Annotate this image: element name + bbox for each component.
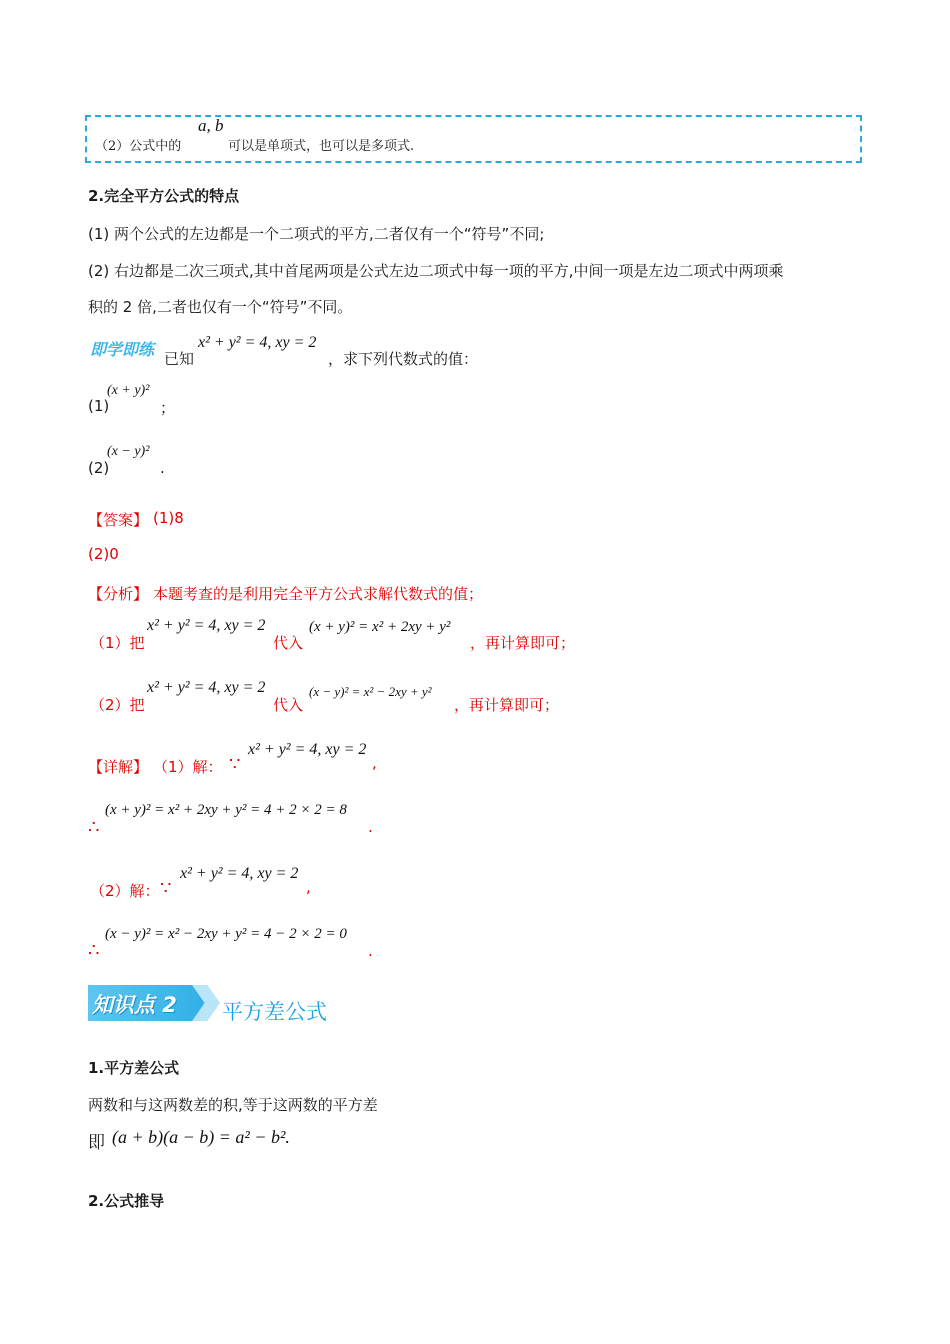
analysis-1-formula: (x + y)² = x² + 2xy + y²: [309, 619, 451, 635]
analysis-1-mid: 代入: [273, 634, 304, 652]
therefore-symbol-2: ∴: [88, 940, 100, 961]
detail-1-calculation: (x + y)² = x² + 2xy + y² = 4 + 2 × 2 = 8: [105, 802, 347, 818]
detail-2-prefix: （2）解：: [90, 882, 160, 900]
formula-prefix: 即: [88, 1133, 105, 1153]
detail-1-dot: .: [368, 818, 373, 836]
question-2-end: .: [160, 459, 165, 477]
feature-paragraph-2a: (2) 右边都是二次三项式,其中首尾两项是公式左边二项式中每一项的平方,中间一项是左边二项式中两项乘: [88, 262, 784, 280]
analysis-2-prefix: （2）把: [90, 696, 145, 714]
question-2-number: (2): [88, 459, 110, 477]
analysis-label: 【分析】: [88, 585, 149, 603]
detail-2-calculation: (x − y)² = x² − 2xy + y² = 4 − 2 × 2 = 0: [105, 926, 347, 942]
analysis-2-end: ，再计算即可；: [454, 696, 560, 714]
answer-label: 【答案】: [88, 511, 149, 529]
instant-practice-label: 即学即练: [90, 340, 155, 359]
detail-1-prefix: （1）解：: [153, 758, 223, 776]
analysis-2-formula: (x − y)² = x² − 2xy + y²: [309, 684, 432, 699]
question-1-end: ；: [160, 399, 176, 417]
given-math: x² + y² = 4, xy = 2: [198, 334, 317, 351]
diff-squares-formula: (a + b)(a − b) = a² − b².: [112, 1127, 290, 1147]
answer-1: (1)8: [153, 509, 184, 527]
formula-derivation-heading: 2.公式推导: [88, 1192, 165, 1210]
diff-squares-heading: 1.平方差公式: [88, 1059, 180, 1077]
note-prefix: （2）公式中的: [95, 139, 182, 154]
because-symbol: ∵: [229, 754, 241, 775]
analysis-2-given: x² + y² = 4, xy = 2: [147, 679, 266, 696]
question-2-math: (x − y)²: [107, 444, 150, 459]
because-symbol-2: ∵: [160, 878, 172, 899]
note-suffix: 可以是单项式，也可以是多项式.: [228, 139, 415, 154]
given-suffix: ，求下列代数式的值：: [328, 350, 479, 368]
given-prefix: 已知: [164, 350, 195, 368]
analysis-2-mid: 代入: [273, 696, 304, 714]
feature-paragraph-2b: 积的 2 倍,二者也仅有一个“符号”不同。: [88, 298, 353, 316]
question-1-math: (x + y)²: [107, 383, 150, 398]
detail-2-given: x² + y² = 4, xy = 2: [180, 865, 299, 882]
detail-2-comma: ,: [306, 878, 311, 896]
detail-2-dot: .: [368, 942, 373, 960]
knowledge-point-badge-label: 知识点 2: [92, 993, 177, 1017]
knowledge-point-title: 平方差公式: [222, 1000, 327, 1024]
diff-squares-definition: 两数和与这两数差的积,等于这两数的平方差: [88, 1096, 378, 1114]
detail-1-comma: ,: [372, 754, 377, 772]
analysis-1-given: x² + y² = 4, xy = 2: [147, 617, 266, 634]
feature-paragraph-1: (1) 两个公式的左边都是一个二项式的平方,二者仅有一个“符号”不同;: [88, 225, 545, 243]
detail-label: 【详解】: [88, 758, 149, 776]
section-heading-features: 2.完全平方公式的特点: [88, 187, 240, 205]
analysis-1-end: ，再计算即可；: [470, 634, 576, 652]
analysis-text: 本题考查的是利用完全平方公式求解代数式的值；: [153, 585, 484, 603]
answer-2: (2)0: [88, 545, 119, 563]
question-1-number: (1): [88, 397, 110, 415]
note-vars: a, b: [198, 116, 224, 135]
analysis-1-prefix: （1）把: [90, 634, 145, 652]
therefore-symbol: ∴: [88, 817, 100, 838]
detail-1-given: x² + y² = 4, xy = 2: [248, 741, 367, 758]
